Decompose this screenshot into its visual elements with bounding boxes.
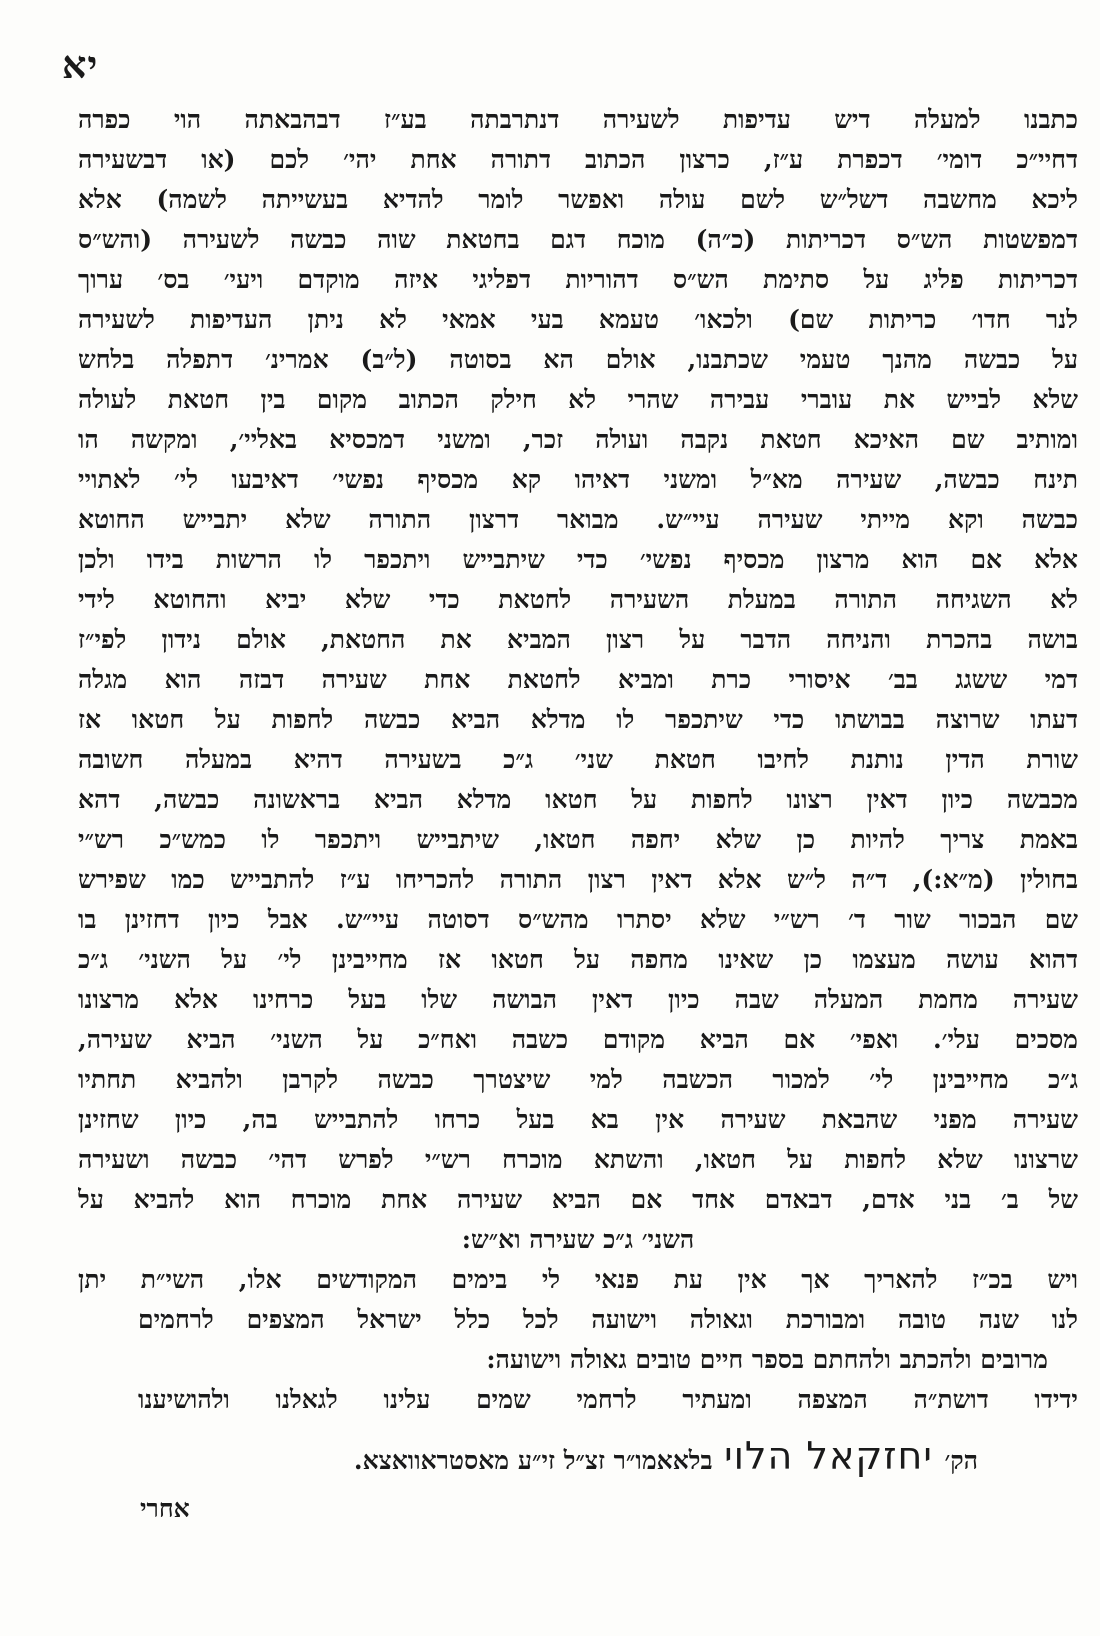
- text-line: אלא אם הוא מרצון מכסיף נפשי׳ כדי שיתבייש ויתכפר לו הרשות בידו ולכן: [78, 545, 1078, 574]
- signature-suffix: בלאאמו״ר זצ״ל זי״ע מאסטראוואצא.: [353, 1446, 713, 1475]
- text-line: דעתו שרוצה בבושתו כדי שיתכפר לו מדלא הביא כבשה לחפות על חטאו אז: [78, 705, 1078, 734]
- text-line: לנו שנה טובה ומבורכת וגאולה וישועה לכל כלל ישראל המצפים לרחמים: [138, 1305, 1078, 1334]
- text-line: דמי ששגג בב׳ איסורי כרת ומביא לחטאת אחת שעירה דבזה הוא מגלה: [78, 665, 1078, 694]
- catchword: אחרי: [140, 1494, 190, 1523]
- text-line: לנר חדו׳ כריתות שם) ולכאו׳ טעמא בעי אמאי לא ניתן העדיפות לשעירה: [78, 305, 1078, 334]
- page-number: יא: [62, 42, 99, 87]
- text-line: כתבנו למעלה דיש עדיפות לשעירה דנתרבתה בע״ז דבהבאתה הוי כפרה: [78, 105, 1078, 134]
- body-text: [78, 100, 1078, 1420]
- signature-prefix: הק׳: [944, 1446, 978, 1475]
- text-line: שורת הדין נותנת לחיבו חטאת שני׳ ג״כ בשעירה דהיא במעלה חשובה: [78, 745, 1078, 774]
- text-line: מסכים עלי׳. ואפי׳ אם הביא מקודם כשבה ואח״כ על השני׳ הביא שעירה,: [78, 1025, 1078, 1054]
- text-line: בחולין (מ״א:), ד״ה ל״ש אלא דאין רצון התורה להכריחו ע״ז להתבייש כמו שפירש: [78, 865, 1078, 894]
- text-line: דמפשטות הש״ס דכריתות (כ״ה) מוכח דגם בחטאת שוה כבשה לשעירה (והש״ס: [78, 225, 1078, 254]
- text-line: דכריתות פליג על סתימת הש״ס דהוריות דפליגי איזה מוקדם ויעי׳ בס׳ ערוך: [78, 265, 1078, 294]
- text-line: תינח כבשה, שעירה מא״ל ומשני דאיהו קא מכסיף נפשי׳ דאיבעו לי׳ לאתויי: [78, 465, 1078, 494]
- text-line: ג״כ מחייבינן לי׳ למכור הכשבה למי שיצטרך כבשה לקרבן ולהביא תחתיו: [78, 1065, 1078, 1094]
- closing-line: ידידו דושת״ה המצפה ומעתיר לרחמי שמים עלינו לגאלנו ולהושיענו: [138, 1385, 1078, 1414]
- text-line: באמת צריך להיות כן שלא יחפה חטאו, שיתבייש ויתכפר לו כמש״כ רש״י: [78, 825, 1078, 854]
- paragraph-end-line: השני׳ ג״כ שעירה וא״ש:: [461, 1225, 695, 1254]
- text-line: כבשה וקא מייתי שעירה עיי״ש. מבואר דרצון התורה שלא יתבייש החוטא: [78, 505, 1078, 534]
- text-line: ליכא מחשבה דשל״ש לשם עולה ואפשר לומר להדיא בעשייתה לשמה) אלא: [78, 185, 1078, 214]
- text-line: ומותיב שם האיכא חטאת נקבה ועולה זכר, ומשני דמכסיא באליי׳, ומקשה הו: [78, 425, 1078, 454]
- text-line: שלא לבייש את עוברי עבירה שהרי לא חילק הכתוב מקום בין חטאת לעולה: [78, 385, 1078, 414]
- text-line: שעירה מחמת המעלה שבה כיון דאין הבושה שלו בעל כרחינו אלא מרצונו: [78, 985, 1078, 1014]
- text-line: שעירה מפני שהבאת שעירה אין בא בעל כרחו להתבייש בה, כיון שחזינן: [78, 1105, 1078, 1134]
- text-line: דחיי״כ דומי׳ דכפרת ע״ז, כרצון הכתוב דתורה אחת יהי׳ לכם (או דבשעירה: [78, 145, 1078, 174]
- text-line: ויש בכ״ז להאריך אך אין עת פנאי לי בימים המקודשים אלו, השי״ת יתן: [78, 1265, 1078, 1294]
- text-line: שרצונו שלא לחפות על חטאו, והשתא מוכרח רש״י לפרש דהי׳ כבשה ושעירה: [78, 1145, 1078, 1174]
- text-line: שם הבכור שור ד׳ רש״י שלא יסתרו מהש״ס דסוטה עיי״ש. אבל כיון דחזינן בו: [78, 905, 1078, 934]
- signature-line: [78, 1428, 978, 1484]
- text-line: דהוא עושה מעצמו כן שאינו מחפה על חטאו אז מחייבינן לי׳ על השני׳ ג״כ: [78, 945, 1078, 974]
- text-line: מרובים ולהכתב ולהחתם בספר חיים טובים גאולה וישועה:: [486, 1345, 1048, 1374]
- text-line: על כבשה מהנך טעמי שכתבנו, אולם הא בסוטה (ל״ב) אמרינ׳ דתפלה בלחש: [78, 345, 1078, 374]
- text-line: מכבשה כיון דאין רצונו לחפות על חטאו מדלא הביא בראשונה כבשה, דהא: [78, 785, 1078, 814]
- text-line: לא השגיחה התורה במעלת השעירה לחטאת כדי שלא יביא והחוטא לידי: [78, 585, 1078, 614]
- signature-name: יחזקאל הלוי: [724, 1434, 933, 1478]
- text-line: של ב׳ בני אדם, דבאדם אחד אם הביא שעירה אחת מוכרח הוא להביא על: [78, 1185, 1078, 1214]
- text-line: בושה בהכרת והניחה הדבר על רצון המביא את החטאת, אולם נידון לפי״ז: [78, 625, 1078, 654]
